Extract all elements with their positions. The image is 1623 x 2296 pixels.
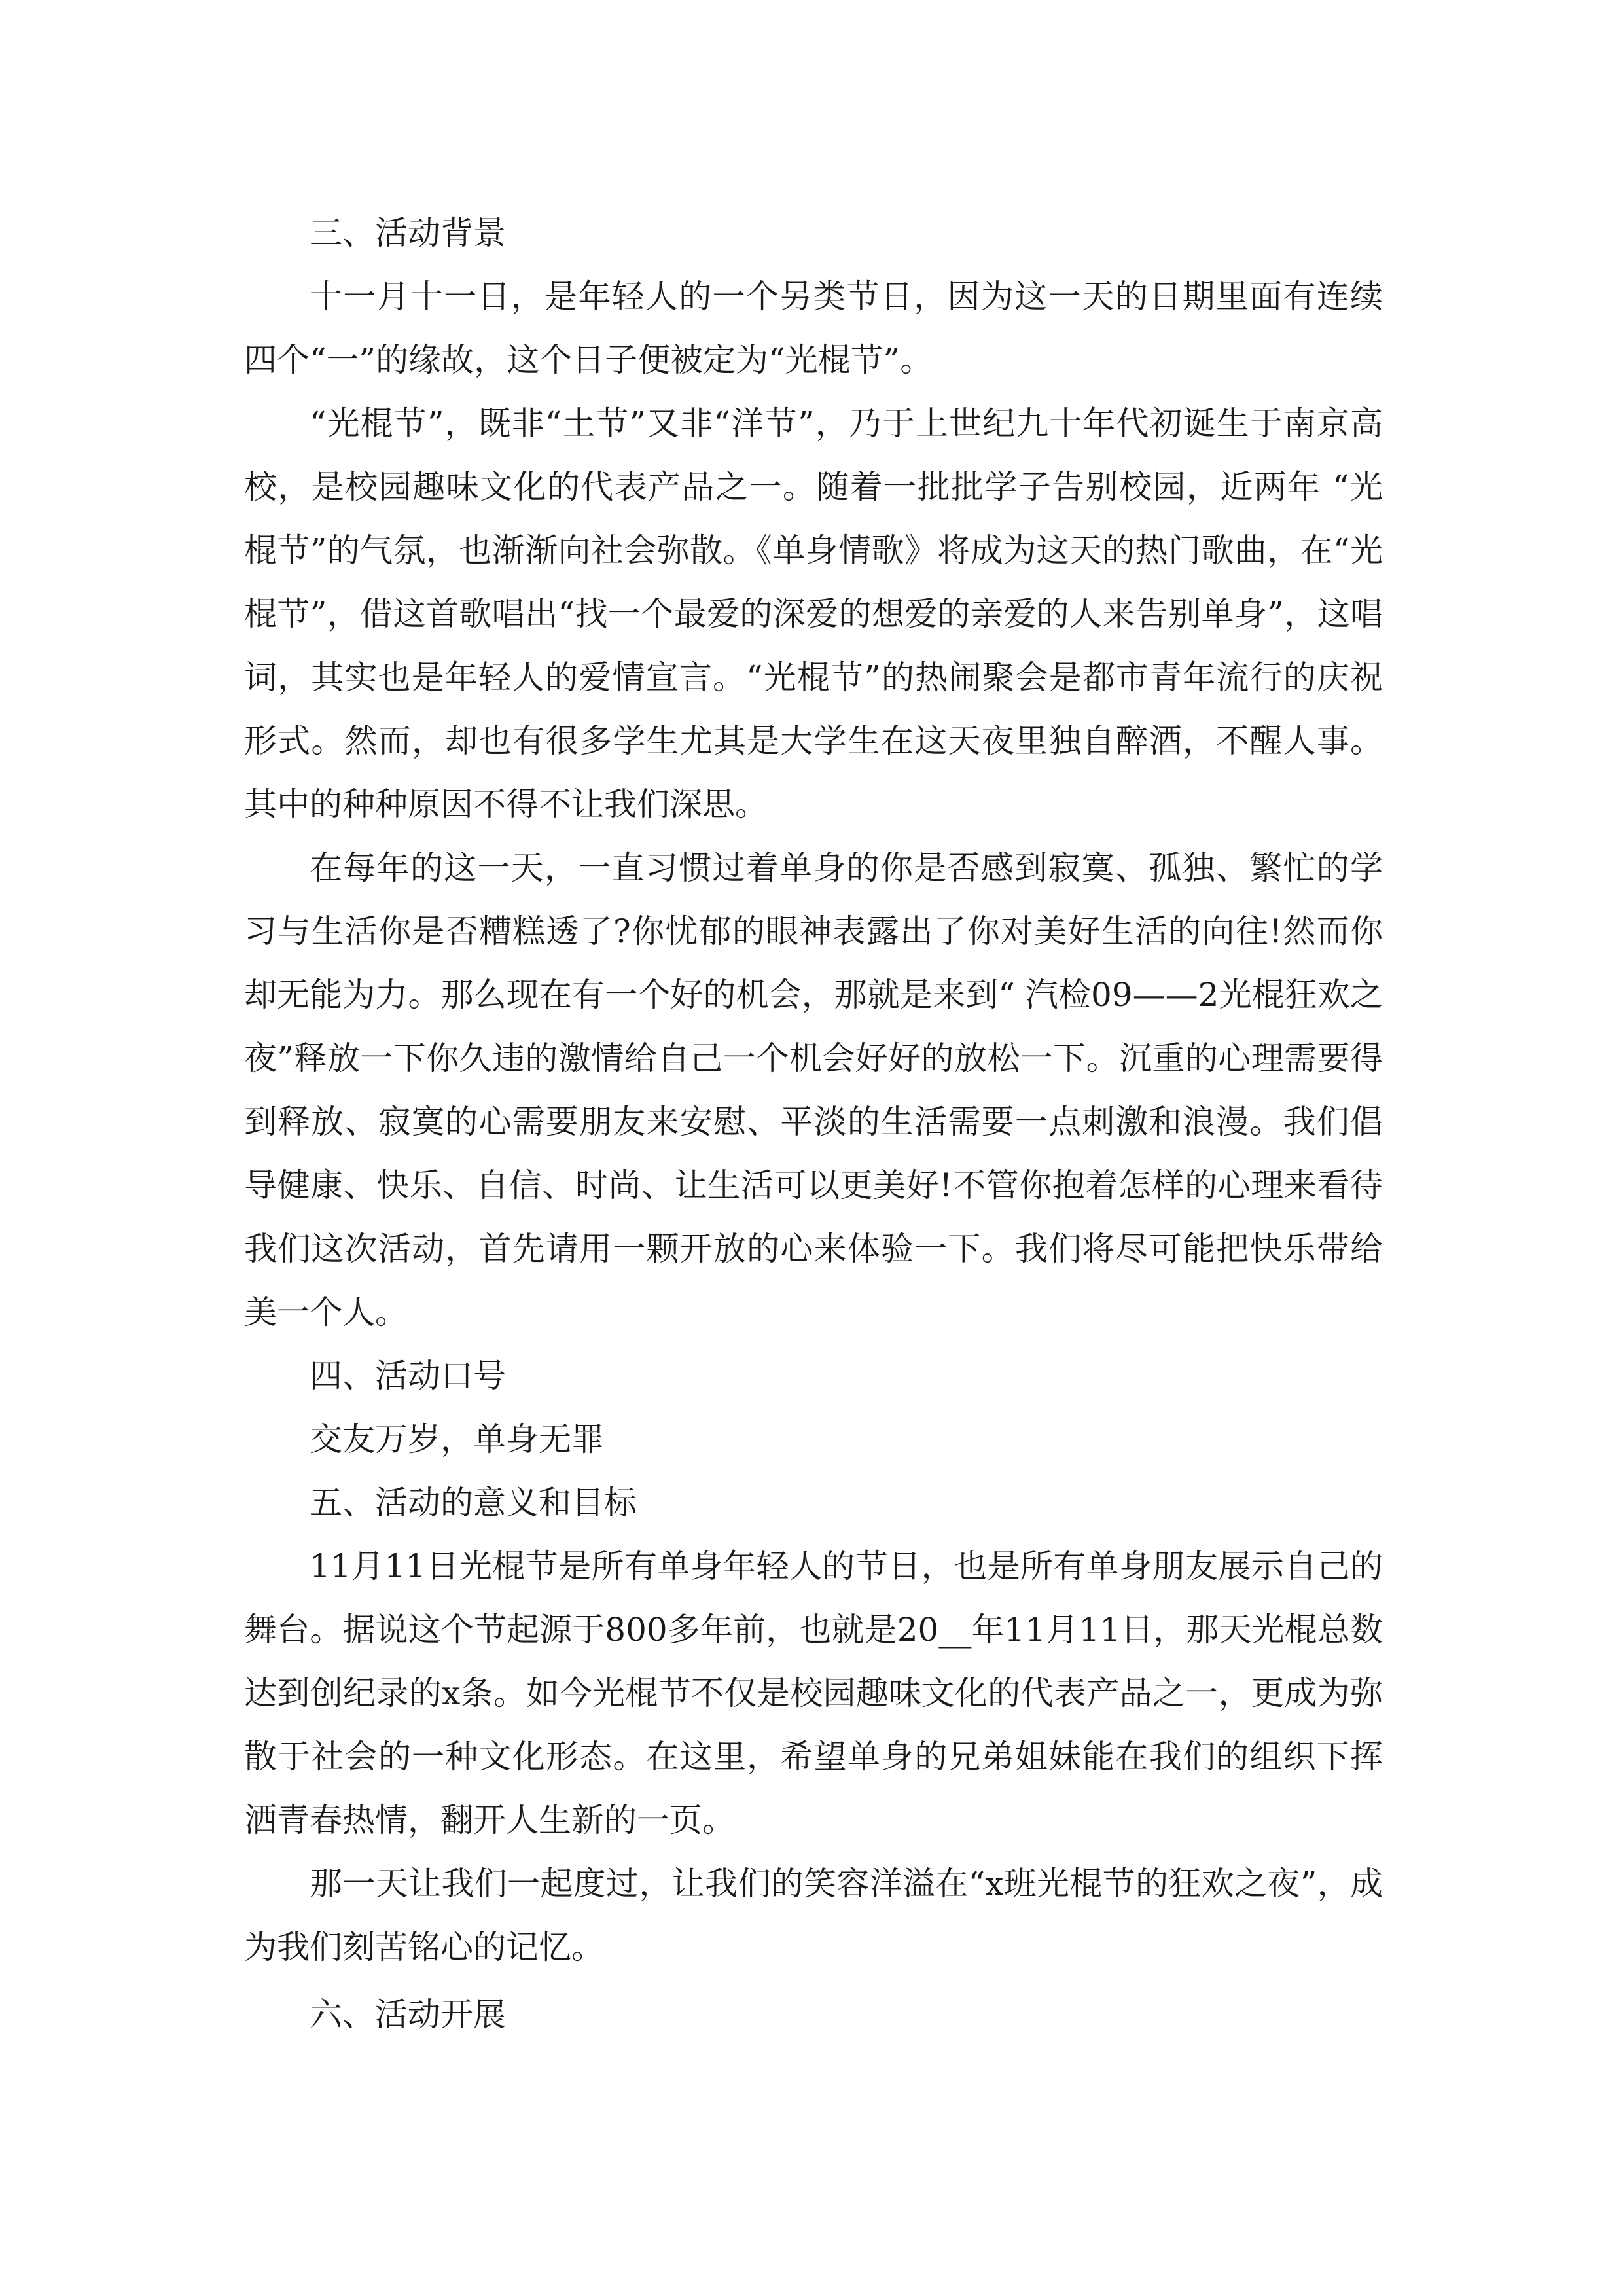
section-heading-activities: 六、活动开展 <box>310 1996 506 2034</box>
section-heading-goals: 五、活动的意义和目标 <box>310 1484 637 1522</box>
paragraph: 十一月十一日，是年轻人的一个另类节日，因为这一天的日期里面有连续四个“一”的缘故，这个日子便被定为“光棍节”。 <box>244 278 1383 379</box>
paragraph: “光棍节”，既非“土节”又非“洋节”，乃于上世纪九十年代初诞生于南京高校，是校园趣味文化的代表产品之一。随着一批批学子告别校园，近两年 “光棍节”的气氛，也渐渐向社会弥散。《单身情歌》将成为这天的热门歌曲，在“光棍节”，借这首歌唱出“找一个最爱的深爱的想爱的亲爱的人来告别单身”，这唱词，其实也是年轻人的爱情宣言。“光棍节”的热闹聚会是都市青年流行的庆祝形式。然而，却也有很多学生尤其是大学生在这天夜里独自醉酒，不醒人事。其中的种种原因不得不让我们深思。 <box>244 404 1383 823</box>
document-body <box>244 202 1383 2047</box>
paragraph-slogan: 交友万岁，单身无罪 <box>310 1420 604 1458</box>
paragraph: 11月11日光棍节是所有单身年轻人的节日，也是所有单身朋友展示自己的舞台。据说这个节起源于800多年前，也就是20__年11月11日，那天光棍总数达到创纪录的x条。如今光棍节不仅是校园趣味文化的代表产品之一，更成为弥散于社会的一种文化形态。在这里，希望单身的兄弟姐妹能在我们的组织下挥洒青春热情，翻开人生新的一页。 <box>244 1547 1383 1839</box>
section-heading-slogan: 四、活动口号 <box>310 1357 506 1395</box>
paragraph: 那一天让我们一起度过，让我们的笑容洋溢在“x班光棍节的狂欢之夜”，成为我们刻苦铭心的记忆。 <box>244 1865 1383 1966</box>
paragraph: 在每年的这一天，一直习惯过着单身的你是否感到寂寞、孤独、繁忙的学习与生活你是否糟糕透了?你忧郁的眼神表露出了你对美好生活的向往!然而你却无能为力。那么现在有一个好的机会，那就是来到“ 汽检09——2光棍狂欢之夜”释放一下你久违的激情给自己一个机会好好的放松一下。沉重的心理需要得到释放、寂寞的心需要朋友来安慰、平淡的生活需要一点刺激和浪漫。我们倡导健康、快乐、自信、时尚、让生活可以更美好!不管你抱着怎样的心理来看待我们这次活动，首先请用一颗开放的心来体验一下。我们将尽可能把快乐带给美一个人。 <box>244 849 1383 1331</box>
section-heading-background: 三、活动背景 <box>310 214 506 252</box>
